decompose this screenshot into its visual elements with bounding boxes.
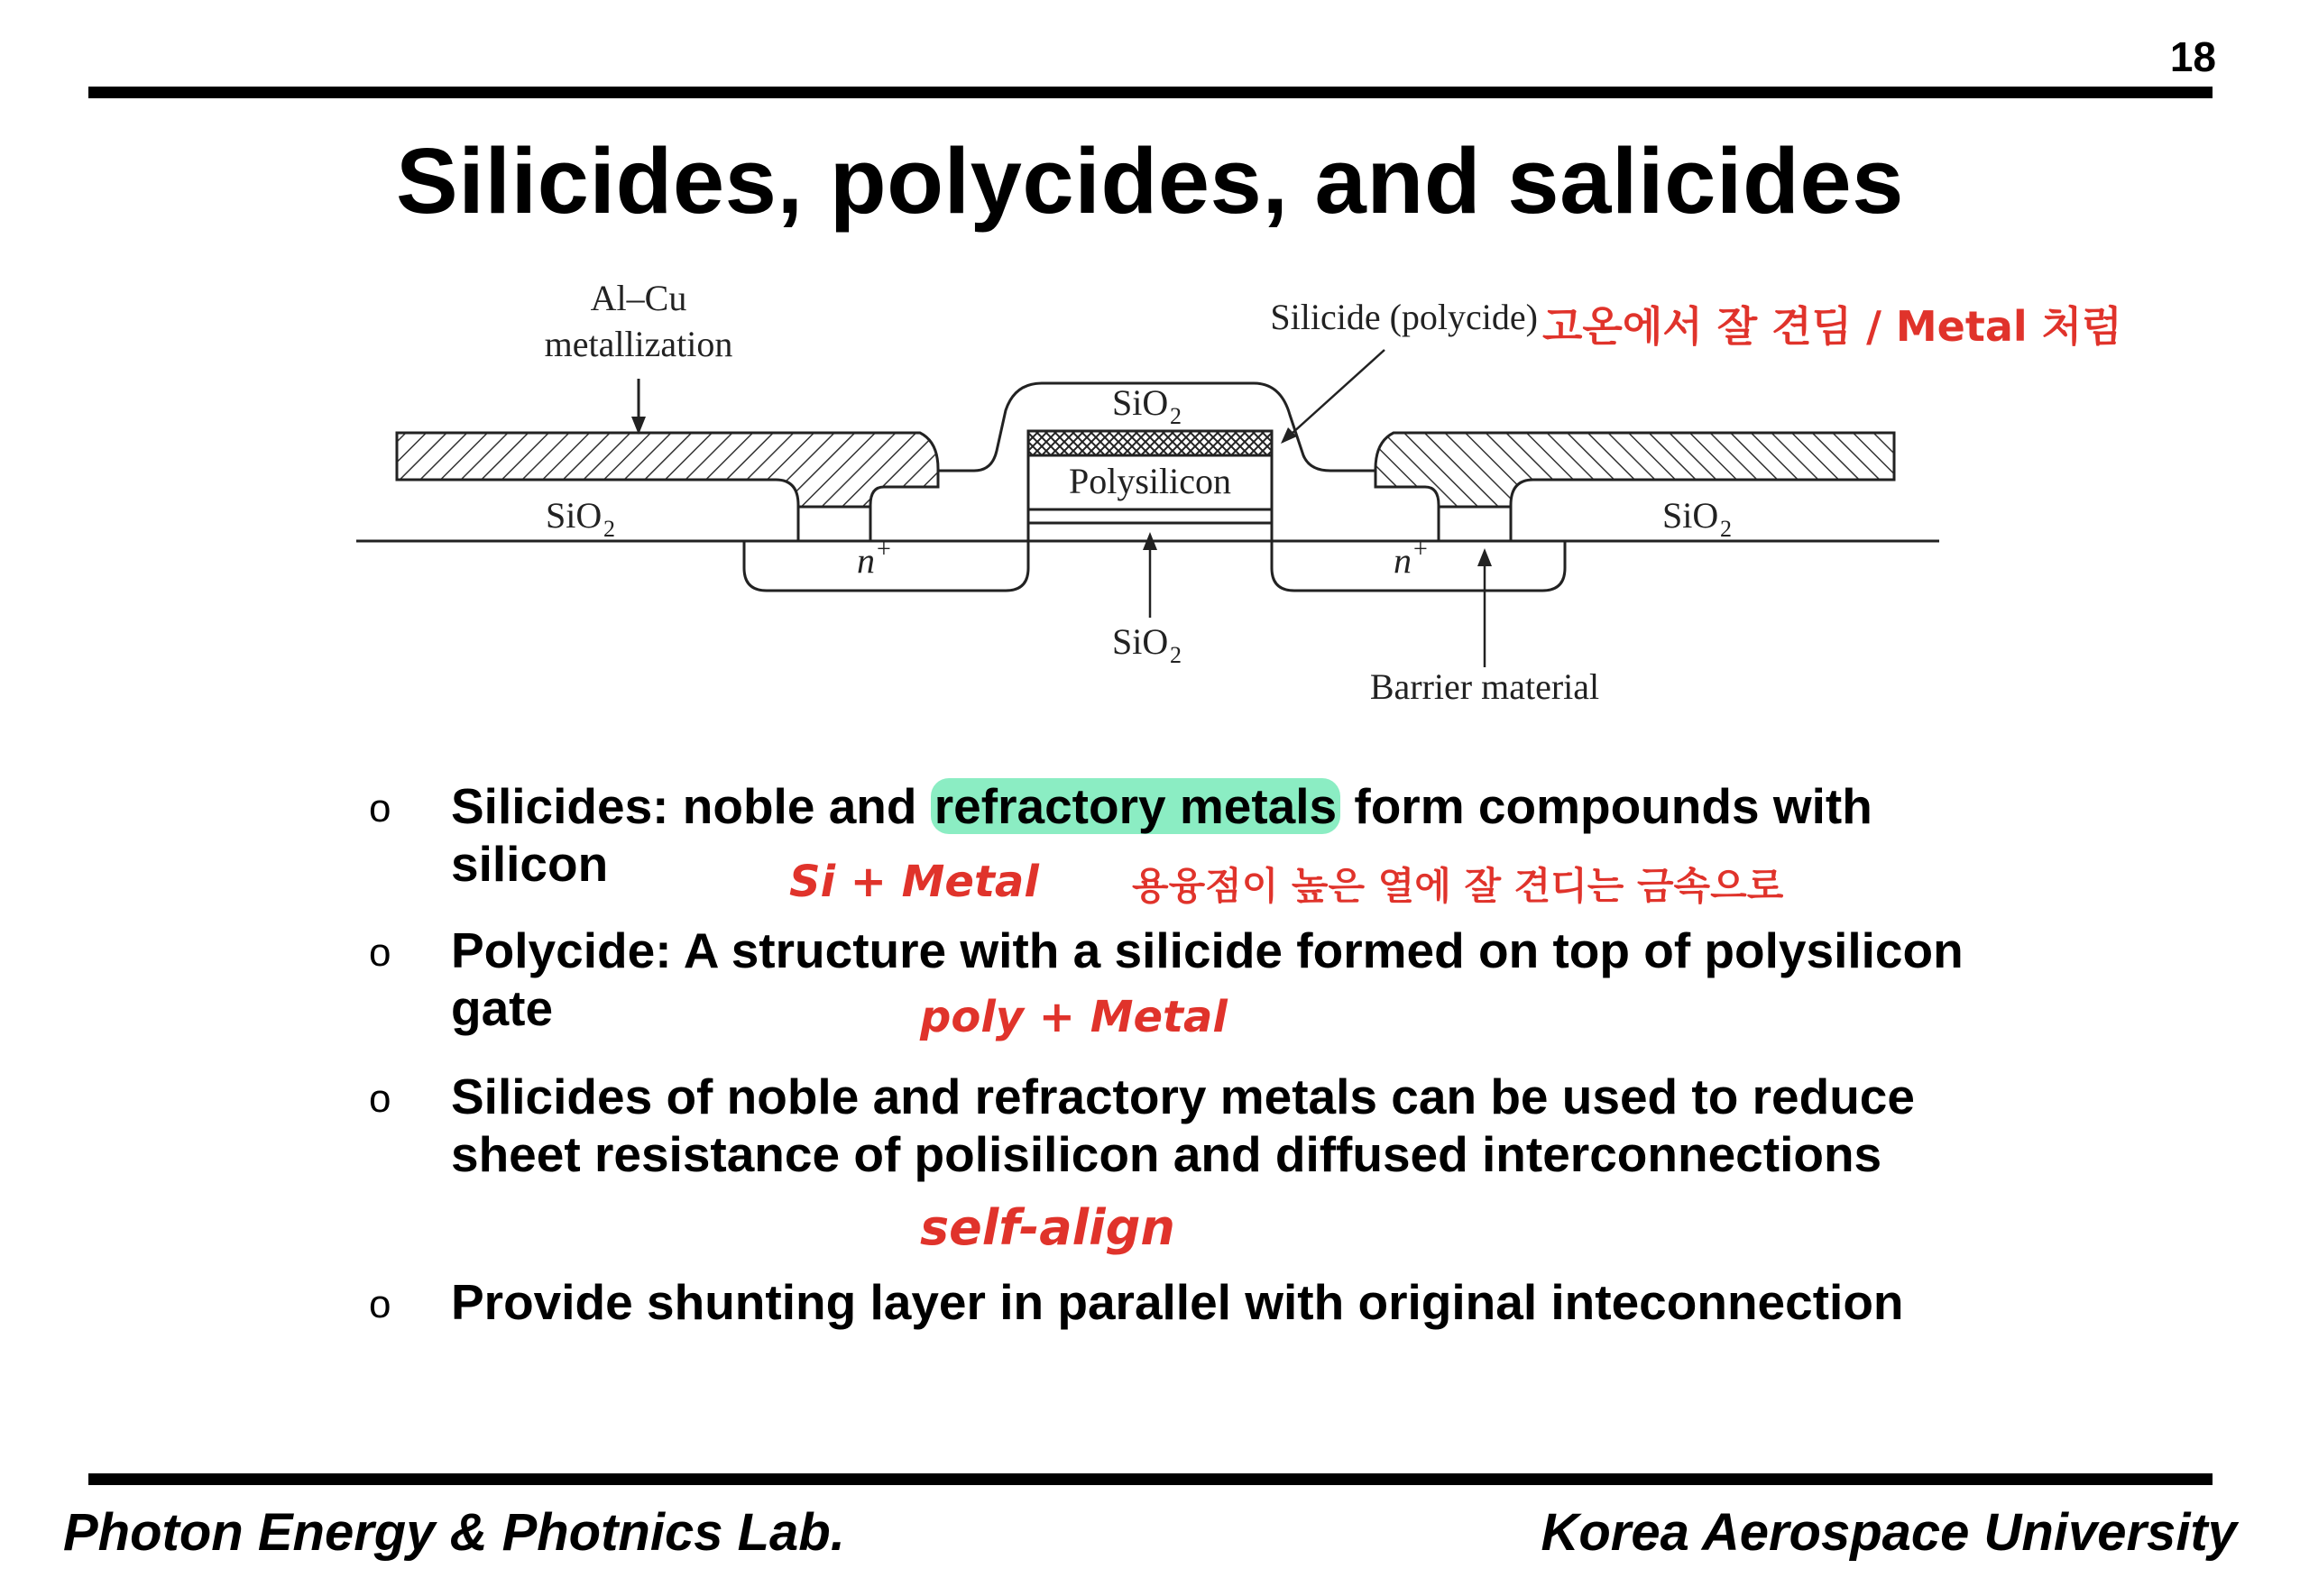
slide-title: Silicides, polycides, and salicides (396, 129, 1904, 233)
n-plus-label-right (1394, 536, 1428, 581)
bullet-marker: o (369, 1077, 391, 1121)
svg-text:2: 2 (1720, 516, 1732, 542)
svg-text:2: 2 (1170, 403, 1182, 429)
bullet-text: Silicides: noble and (451, 778, 931, 834)
bullet-marker: o (369, 931, 391, 975)
polycide-layer (1028, 431, 1272, 455)
bullet-marker: o (369, 1282, 391, 1326)
page-number: 18 (2169, 33, 2216, 80)
svg-text:2: 2 (1170, 642, 1182, 668)
bullet-text: Polycide: A structure with a silicide formed on top of polysilicon gate (451, 922, 1964, 1036)
annotation-silicide-note: 고온에서 잘 견딤 / Metal 처럼 (1542, 302, 2122, 351)
bullet-text: Provide shunting layer in parallel with original inteconnection (451, 1274, 1904, 1330)
bullet-item-shunting (361, 1273, 2029, 1331)
barrier-left (798, 507, 870, 541)
sio2-label-gate-oxide (1112, 621, 1182, 668)
al-cu-label: Al–Cu (590, 278, 687, 318)
bullet-item-sheet-resistance (361, 1068, 2029, 1273)
footer-rule (88, 1473, 2213, 1485)
bullet-text: Silicides of noble and refractory metals can be used to reduce sheet resistance of polisilicon and diffused interconnections (451, 1069, 1915, 1182)
svg-text:n: n (1394, 540, 1412, 581)
bullet-marker: o (369, 786, 391, 830)
svg-text:SiO: SiO (1112, 382, 1169, 423)
svg-text:SiO: SiO (546, 495, 603, 536)
footer-university: Korea Aerospace University (1541, 1503, 2237, 1562)
metallization-label: metallization (544, 324, 733, 364)
annotation-poly-metal: poly + Metal (920, 992, 1228, 1042)
bullet-text-cont: form compounds with silicon (451, 778, 1872, 892)
svg-text:SiO: SiO (1112, 621, 1169, 662)
sio2-label-top (1112, 382, 1182, 429)
header-rule (88, 87, 2213, 98)
svg-text:+: + (877, 536, 891, 564)
annotation-self-align: self-align (920, 1199, 1175, 1256)
sio2-label-left (546, 495, 615, 542)
barrier-material-label: Barrier material (1369, 666, 1600, 707)
barrier-right (1439, 507, 1511, 541)
annotation-refractory-note: 용융점이 높은 열에 잘 견디는 금속으로 (1132, 864, 1784, 908)
highlighted-text: refractory metals (931, 778, 1340, 834)
svg-text:n: n (857, 540, 875, 581)
svg-text:SiO: SiO (1662, 495, 1719, 536)
footer-lab-name: Photon Energy & Photnics Lab. (63, 1503, 845, 1562)
sio2-label-right (1662, 495, 1732, 542)
polysilicon-label: Polysilicon (1068, 461, 1232, 501)
n-plus-label-left (857, 536, 891, 581)
svg-text:2: 2 (603, 516, 615, 542)
svg-text:+: + (1413, 536, 1428, 564)
annotation-si-metal: Si + Metal (789, 857, 1039, 907)
silicide-polycide-label: Silicide (polycide) (1270, 297, 1538, 337)
